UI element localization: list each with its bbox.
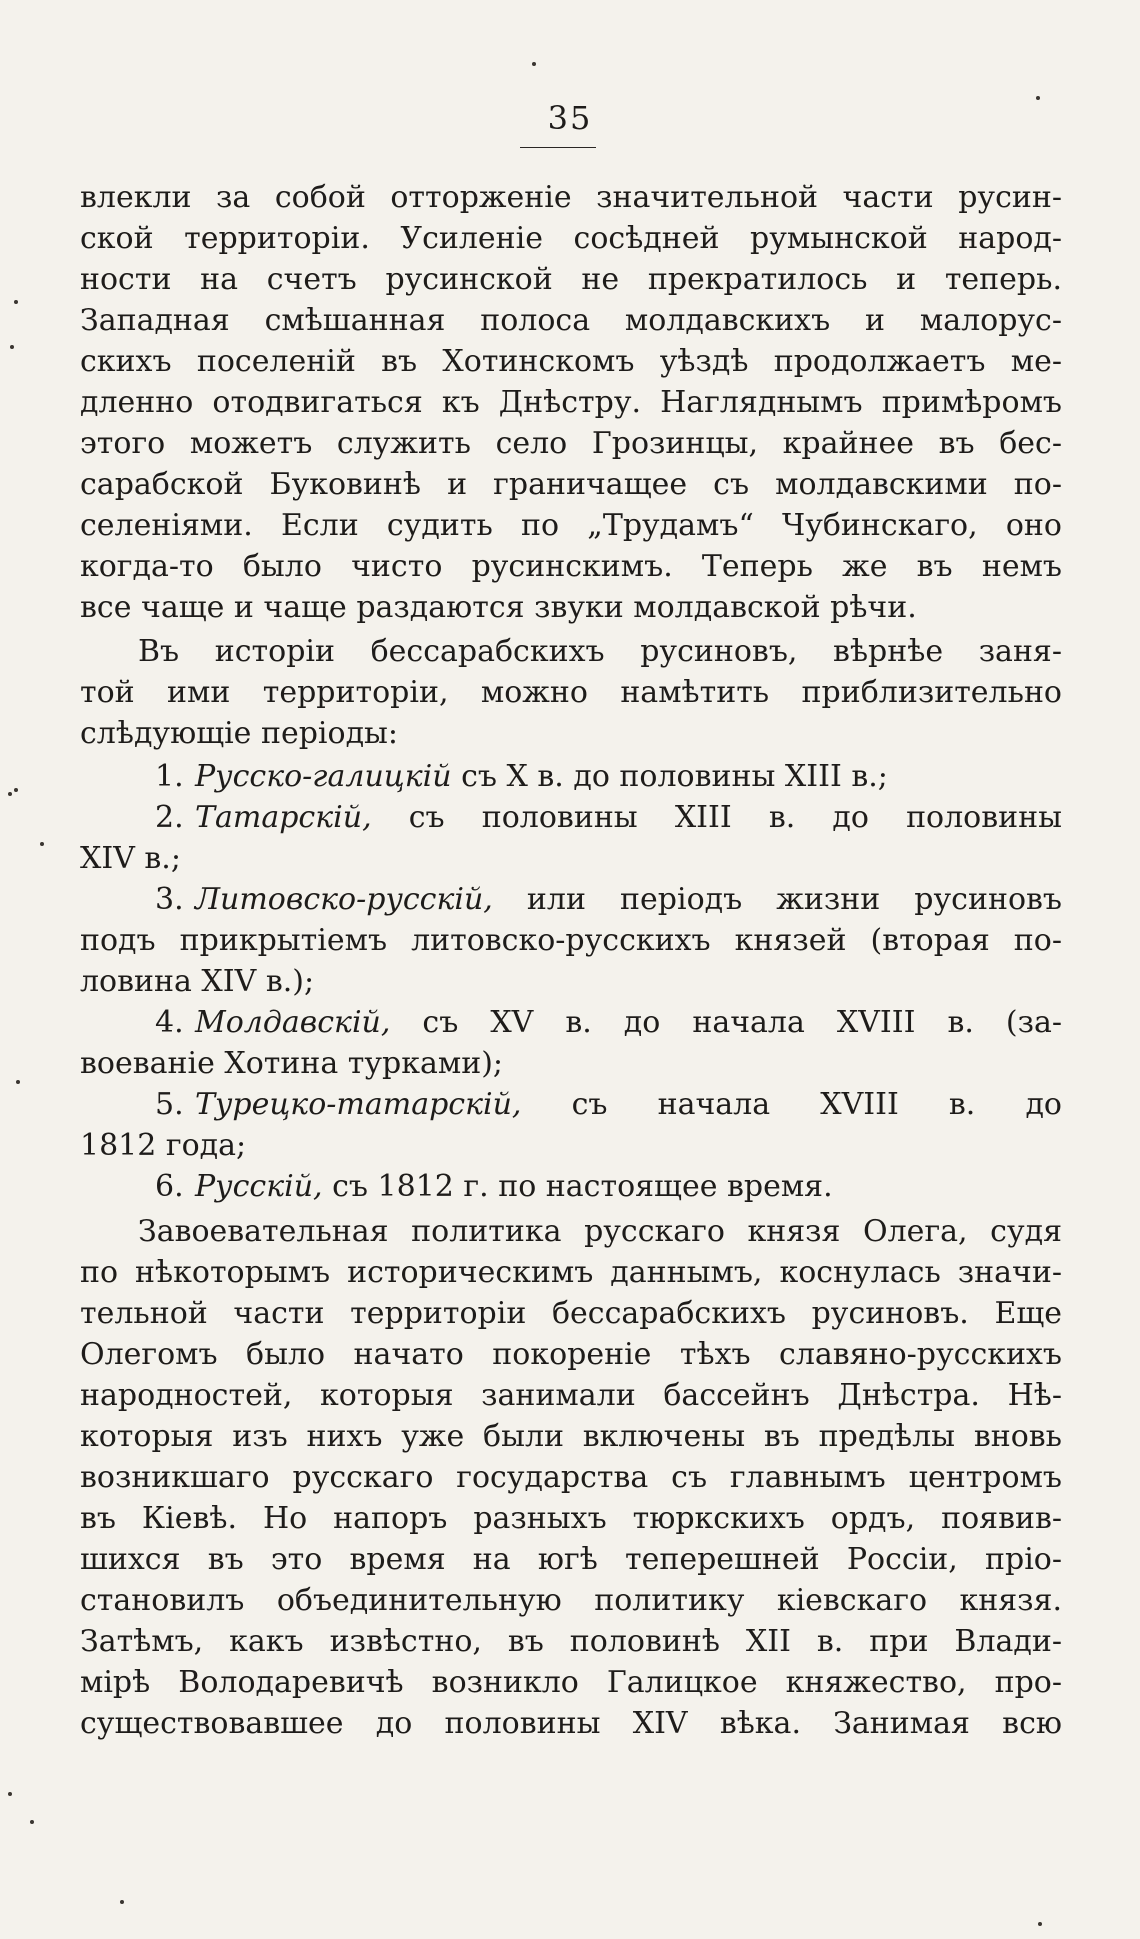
line-text: сарабской Буковинѣ и граничащее съ молдавскими по- [80,467,1062,502]
text-line [80,1211,1062,1252]
period-name: Татарскій, [195,800,372,835]
line-text: влекли за собой отторженіе значительной части русин- [80,180,1062,215]
line-text: мірѣ Володаревичѣ возникло Галицкое княжество, про- [80,1665,1062,1700]
line-text: ловина XIV в.); [80,964,315,999]
scan-speck [8,792,12,796]
line-text: съ X в. до половины XIII в.; [451,759,888,794]
text-line [80,341,1062,382]
line-text: все чаще и чаще раздаются звуки молдавской рѣчи. [80,590,917,625]
text-line [80,1002,1062,1043]
line-text: народностей, которыя занимали бассейнъ Днѣстра. Нѣ- [80,1378,1062,1413]
list-number: 6. [155,1169,184,1204]
body-text [80,177,1062,1744]
period-name: Русскій, [195,1169,323,1204]
scan-speck [30,1820,34,1824]
list-number: 1. [155,759,184,794]
list-number: 5. [155,1087,184,1122]
list-number: 3. [155,882,184,917]
line-text: XIV в.; [80,841,181,876]
text-line [80,756,1062,797]
text-line [80,1580,1062,1621]
line-text: или періодъ жизни русиновъ [492,882,1062,917]
text-line [80,259,1062,300]
text-line [80,961,1062,1002]
line-text: 1812 года; [80,1128,247,1163]
text-line [80,838,1062,879]
text-line [80,1043,1062,1084]
line-text: когда-то было чисто русинскимъ. Теперь же въ немъ [80,549,1062,584]
text-line [80,1621,1062,1662]
page-number: 35 [547,99,593,137]
scan-speck [14,300,18,304]
line-text: ской территоріи. Усиленіе сосѣдней румынской народ- [80,221,1062,256]
line-text: скихъ поселеній въ Хотинскомъ уѣздѣ продолжаетъ ме- [80,344,1062,379]
line-text: селеніями. Если судить по „Трудамъ“ Чубинскаго, оно [80,508,1062,543]
text-line [80,464,1062,505]
line-text: слѣдующіе періоды: [80,716,399,751]
text-line [80,1457,1062,1498]
period-name: Турецко-татарскій, [195,1087,522,1122]
line-text: въ Кіевѣ. Но напоръ разныхъ тюркскихъ ордъ, появив- [80,1501,1062,1536]
list-number: 2. [155,800,184,835]
period-name: Молдавскій, [195,1005,391,1040]
text-line [80,713,1062,754]
scan-speck [120,1900,124,1904]
text-line [80,1293,1062,1334]
period-name: Литовско-русскій, [195,882,493,917]
text-line [80,797,1062,838]
text-line [80,1416,1062,1457]
line-text: становилъ объединительную политику кіевскаго князя. [80,1583,1062,1618]
line-text: съ XV в. до начала XVIII в. (за- [390,1005,1062,1040]
line-text: которыя изъ нихъ уже были включены въ предѣлы вновь [80,1419,1062,1454]
scan-speck [40,842,44,846]
line-text: той ими территоріи, можно намѣтить приблизительно [80,675,1062,710]
line-text: возникшаго русскаго государства съ главнымъ центромъ [80,1460,1062,1495]
scan-speck [532,62,536,66]
scan-speck [1036,96,1040,100]
line-text: подъ прикрытіемъ литовско-русскихъ князей (вторая по- [80,923,1062,958]
line-text: съ начала XVIII в. до [521,1087,1062,1122]
line-text: шихся въ это время на югѣ теперешней Россіи, пріо- [80,1542,1062,1577]
text-line [80,587,1062,628]
line-text: Олегомъ было начато покореніе тѣхъ славяно-русскихъ [80,1337,1062,1372]
text-line [80,631,1062,672]
text-line [80,1084,1062,1125]
text-line [80,382,1062,423]
text-line [80,1166,1062,1207]
line-text: Въ исторіи бессарабскихъ русиновъ, вѣрнѣе заня- [138,634,1062,669]
text-line [80,1498,1062,1539]
line-text: Западная смѣшанная полоса молдавскихъ и малорус- [80,303,1062,338]
text-line [80,505,1062,546]
text-line [80,177,1062,218]
text-line [80,920,1062,961]
line-text: Затѣмъ, какъ извѣстно, въ половинѣ XII в. при Влади- [80,1624,1062,1659]
text-line [80,423,1062,464]
line-text: Завоевательная политика русскаго князя Олега, судя [138,1214,1062,1249]
text-line [80,1539,1062,1580]
list-number: 4. [155,1005,184,1040]
scan-speck [8,1792,12,1796]
scan-speck [10,345,14,349]
line-text: ности на счетъ русинской не прекратилось и теперь. [80,262,1062,297]
text-line [80,218,1062,259]
text-line [80,672,1062,713]
text-line [80,1334,1062,1375]
scan-speck [14,788,18,792]
line-text: этого можетъ служить село Грозинцы, крайнее въ бес- [80,426,1062,461]
scan-speck [16,1080,20,1084]
text-line [80,300,1062,341]
text-line [80,1125,1062,1166]
period-name: Русско-галицкій [195,759,452,794]
line-text: воеваніе Хотина турками); [80,1046,504,1081]
page-number-rule [520,147,596,148]
line-text: дленно отодвигаться къ Днѣстру. Нагляднымъ примѣромъ [80,385,1062,420]
text-line [80,1252,1062,1293]
line-text: по нѣкоторымъ историческимъ даннымъ, коснулась значи- [80,1255,1062,1290]
line-text: съ половины XIII в. до половины [371,800,1062,835]
scan-speck [1038,1922,1042,1926]
line-text: существовавшее до половины XIV вѣка. Занимая всю [80,1706,1062,1741]
line-text: съ 1812 г. по настоящее время. [322,1169,833,1204]
text-line [80,1662,1062,1703]
text-line [80,1375,1062,1416]
text-line [80,879,1062,920]
text-line [80,546,1062,587]
text-line [80,1703,1062,1744]
line-text: тельной части территоріи бессарабскихъ русиновъ. Еще [80,1296,1062,1331]
